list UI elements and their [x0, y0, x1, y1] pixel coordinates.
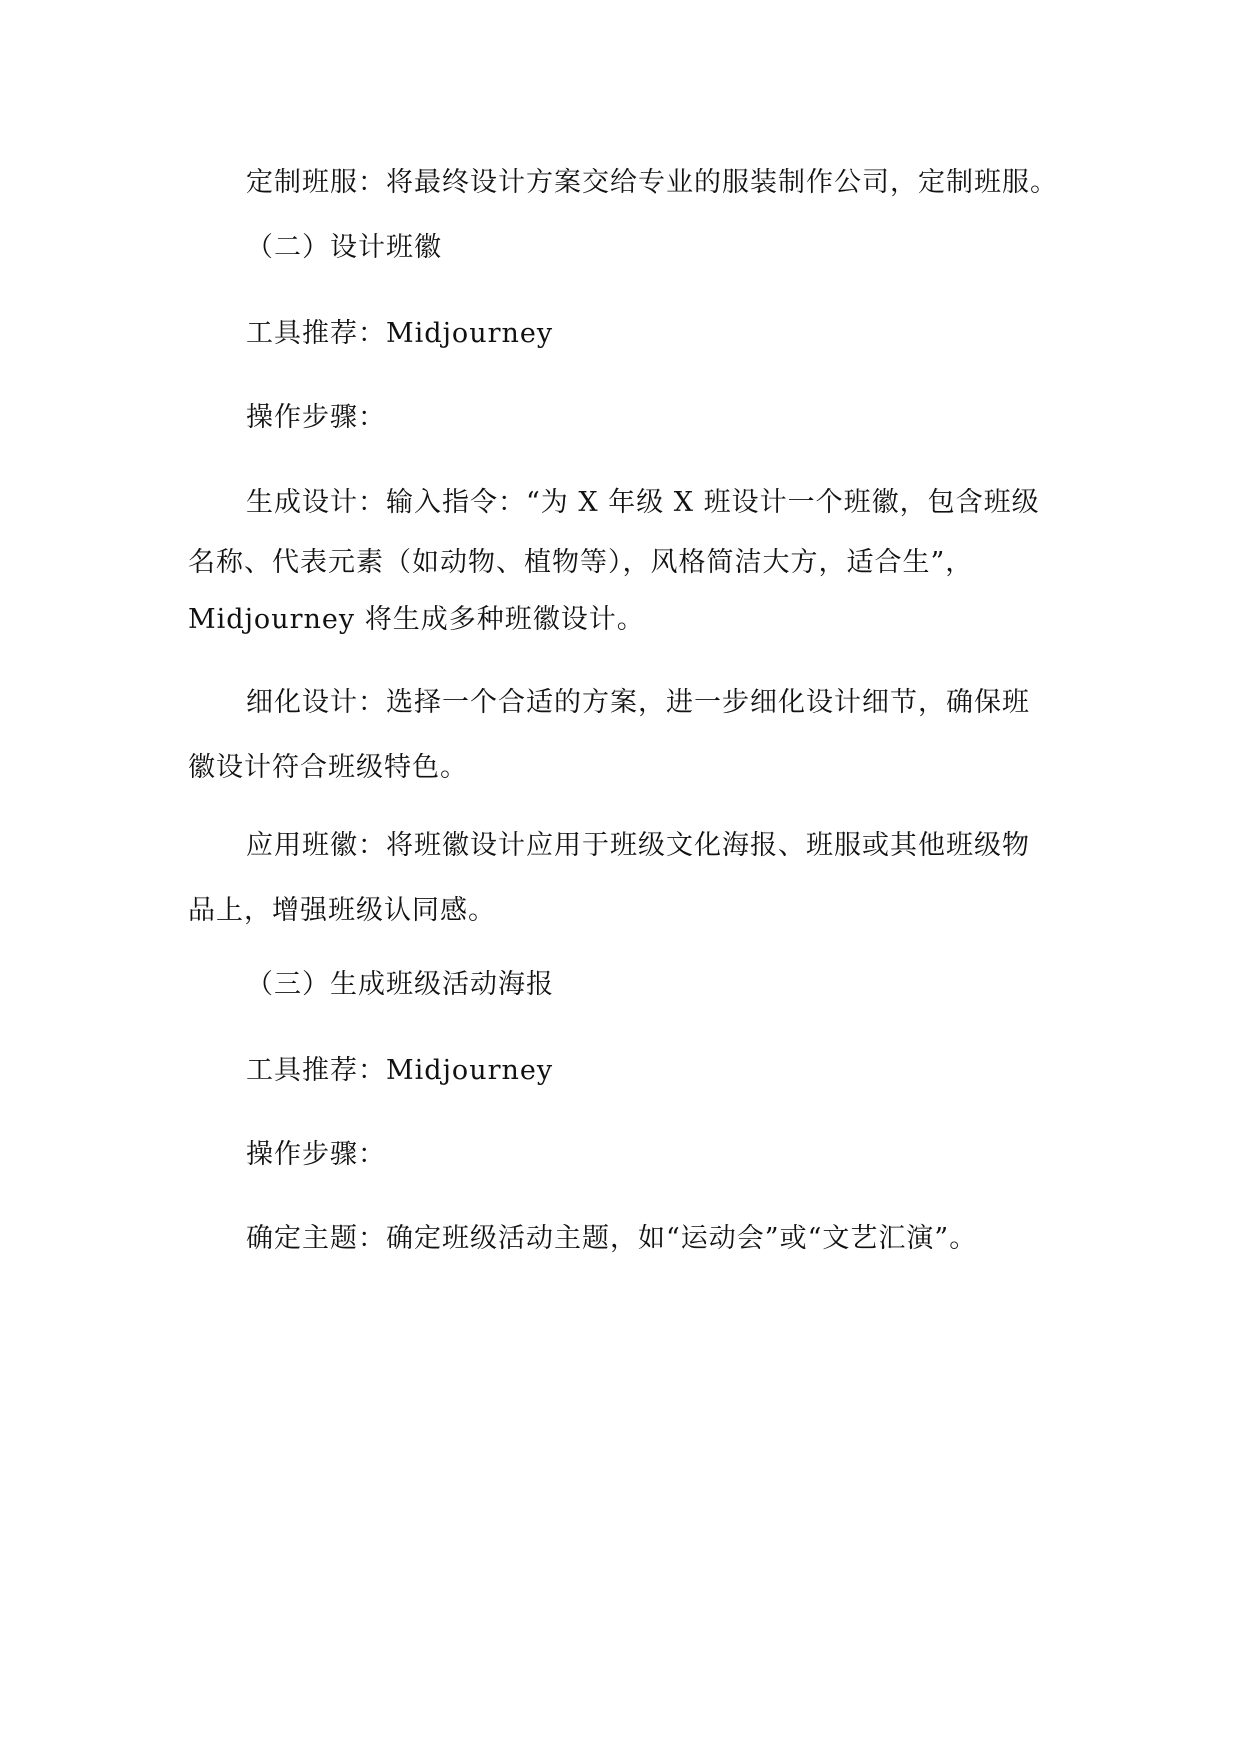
section-heading-activity-poster [188, 952, 1048, 1017]
paragraph-line: 名称、代表元素（如动物、植物等），风格简洁大方，适合生”， [188, 547, 974, 578]
paragraph-line: 确定主题：确定班级活动主题，如“运动会”或“文艺汇演”。 [246, 1223, 978, 1254]
paragraph-tool-recommendation [188, 301, 1048, 366]
paragraph-tool-recommendation [188, 1038, 1048, 1103]
paragraph-operation-steps [188, 385, 1048, 450]
paragraph-line: 操作步骤： [246, 402, 386, 433]
paragraph-line: 工具推荐：Midjourney [246, 318, 554, 349]
paragraph-refine-design [188, 670, 1048, 800]
paragraph-line: 定制班服：将最终设计方案交给专业的服装制作公司，定制班服。 [246, 167, 1058, 198]
section-heading: （三）生成班级活动海报 [246, 969, 554, 1000]
paragraph-line: Midjourney 将生成多种班徽设计。 [188, 604, 645, 635]
paragraph-determine-theme [188, 1206, 1048, 1271]
paragraph-line: 应用班徽：将班徽设计应用于班级文化海报、班服或其他班级物 [246, 830, 1030, 861]
paragraph-operation-steps [188, 1122, 1048, 1187]
paragraph-apply-badge [188, 813, 1048, 943]
paragraph-line: 生成设计：输入指令：“为 X 年级 X 班设计一个班徽，包含班级 [246, 487, 1040, 518]
paragraph-generate-design [188, 470, 1048, 652]
section-heading-design-badge [188, 215, 1048, 280]
paragraph-line: 细化设计：选择一个合适的方案，进一步细化设计细节，确保班 [246, 687, 1030, 718]
paragraph-line: 品上，增强班级认同感。 [188, 895, 496, 926]
paragraph-line: 工具推荐：Midjourney [246, 1055, 554, 1086]
paragraph-line: 徽设计符合班级特色。 [188, 752, 468, 783]
section-heading: （二）设计班徽 [246, 232, 442, 263]
paragraph-custom-uniform [188, 150, 1058, 215]
paragraph-line: 操作步骤： [246, 1139, 386, 1170]
